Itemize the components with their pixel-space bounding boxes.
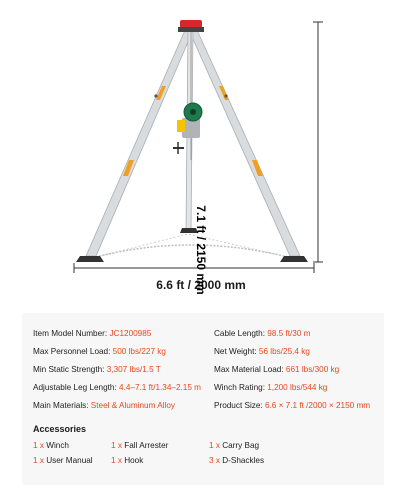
width-label: 6.6 ft / 2000 mm xyxy=(156,278,246,292)
accessory-item: 1 x Winch xyxy=(33,441,69,450)
tripod-head xyxy=(178,20,204,32)
spec-row: Adjustable Leg Length: 4.4–7.1 ft/1.34–2.15 m xyxy=(33,383,201,392)
spec-row: Max Personnel Load: 500 lbs/227 kg xyxy=(33,347,166,356)
accessory-item: 1 x Hook xyxy=(111,456,144,465)
accessory-item: 3 x D-Shackles xyxy=(209,456,265,465)
spec-row: Cable Length: 98.5 ft/30 m xyxy=(214,329,311,338)
tripod-legs xyxy=(86,28,300,256)
accessories-title: Accessories xyxy=(33,424,87,434)
tripod-feet xyxy=(76,228,308,262)
tripod-chain xyxy=(92,245,292,258)
tripod-chain-back xyxy=(92,234,292,258)
spec-row: Max Material Load: 661 lbs/300 kg xyxy=(214,365,340,374)
spec-row: Product Size: 6.6 × 7.1 ft /2000 × 2150 mm xyxy=(214,401,371,410)
accessory-item: 1 x Fall Arrester xyxy=(111,441,169,450)
accessory-item: 1 x User Manual xyxy=(33,456,93,465)
height-label: 7.1 ft / 2150 mm xyxy=(194,205,208,295)
spec-row: Winch Rating: 1,200 lbs/544 kg xyxy=(214,383,328,392)
spec-row: Net Weight: 56 lbs/25.4 kg xyxy=(214,347,310,356)
spec-row: Item Model Number: JC1200985 xyxy=(33,329,152,338)
spec-row: Min Static Strength: 3,307 lbs/1.5 T xyxy=(33,365,161,374)
height-dimension-line xyxy=(313,22,323,262)
accessory-item: 1 x Carry Bag xyxy=(209,441,260,450)
spec-row: Main Materials: Steel & Aluminum Alloy xyxy=(33,401,175,410)
